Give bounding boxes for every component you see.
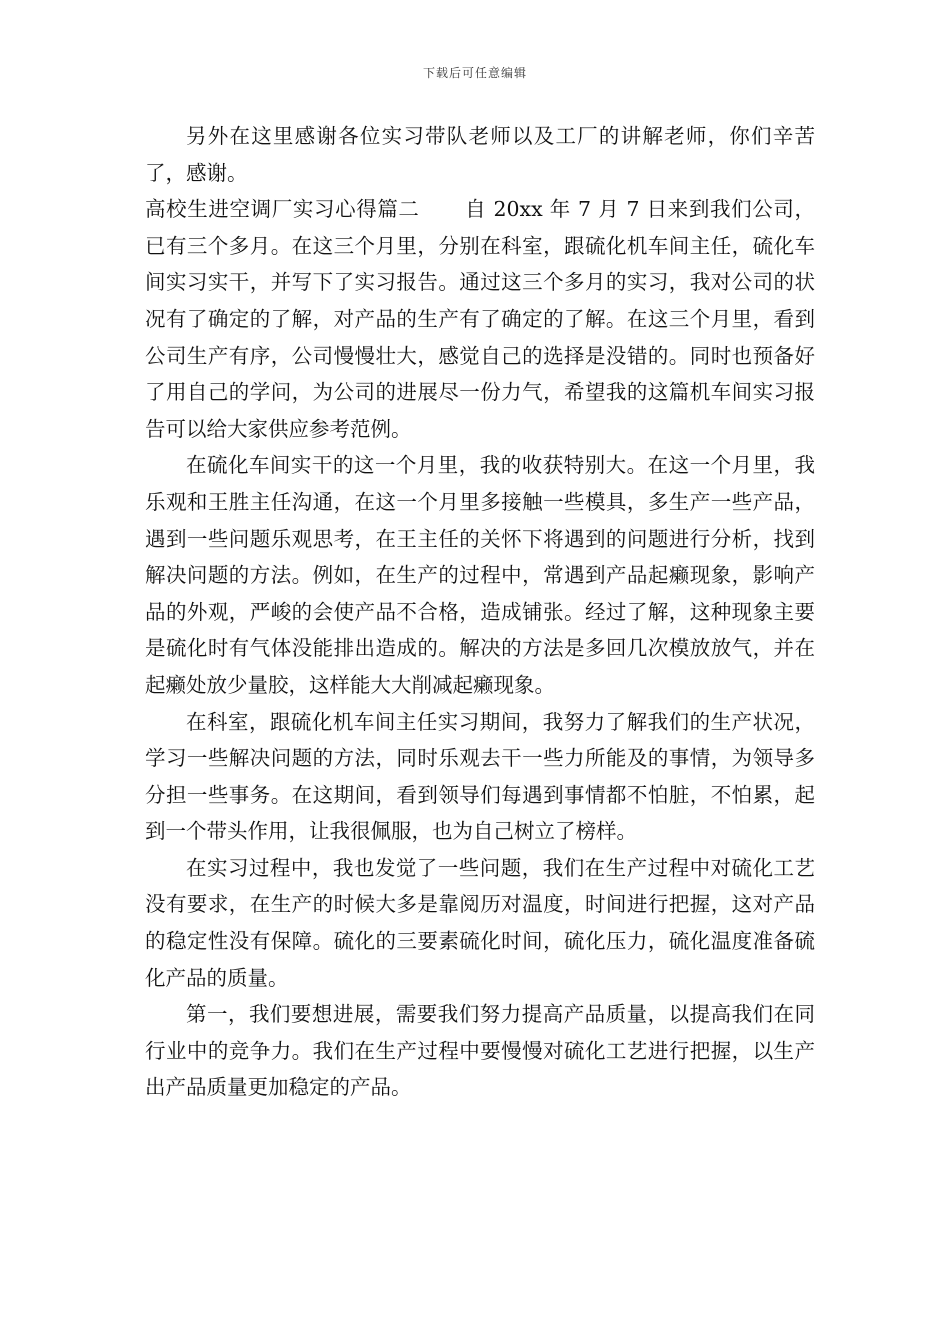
paragraph-problems-found: 在实习过程中，我也发觉了一些问题，我们在生产过程中对硫化工艺没有要求，在生产的时候大多是靠阅历对温度，时间进行把握，这对产品的稳定性没有保障。硫化的三要素硫化时间，硫化压力，硫化温度准备硫化产品的质量。 (145, 855, 815, 990)
header-note: 下载后可任意编辑 (422, 66, 527, 80)
paragraph-vulcanization-workshop: 在硫化车间实干的这一个月里，我的收获特别大。在这一个月里，我乐观和王胜主任沟通，在这一个月里多接触一些模具，多生产一些产品，遇到一些问题乐观思考，在王主任的关怀下将遇到的问题进行分析，找到解决问题的方法。例如，在生产的过程中，常遇到产品起癞现象，影响产品的外观，严峻的会使产品不合格，造成铺张。经过了解，这种现象主要是硫化时有气体没能排出造成的。解决的方法是多回几次模放放气，并在起癞处放少量胶，这样能大大削减起癞现象。 (145, 453, 815, 697)
paragraph-section-two (145, 191, 815, 447)
paragraph-thanks: 另外在这里感谢各位实习带队老师以及工厂的讲解老师，你们辛苦了，感谢。 (145, 124, 815, 185)
paragraph-office-internship: 在科室，跟硫化机车间主任实习期间，我努力了解我们的生产状况，学习一些解决问题的方法，同时乐观去干一些力所能及的事情，为领导多分担一些事务。在这期间，看到领导们每遇到事情都不怕脏，不怕累，起到一个带头作用，让我很佩服，也为自己树立了榜样。 (145, 709, 815, 844)
section-intro: 自 20xx 年 7 月 7 日来到我们公司，已有三个多月。在这三个月里，分别在科室，跟硫化机车间主任，硫化车间实习实干，并写下了实习报告。通过这三个多月的实习，我对公司的状况有了确定的了解，对产品的生产有了确定的了解。在这三个月里，看到公司生产有序，公司慢慢壮大，感觉自己的选择是没错的。同时也预备好了用自己的学问，为公司的进展尽一份力气，希望我的这篇机车间实习报告可以给大家供应参考范例。 (145, 197, 815, 441)
paragraph-first-point: 第一，我们要想进展，需要我们努力提高产品质量，以提高我们在同行业中的竞争力。我们在生产过程中要慢慢对硫化工艺进行把握，以生产出产品质量更加稳定的产品。 (145, 1002, 815, 1100)
section-title: 高校生进空调厂实习心得篇二 (145, 197, 420, 222)
document-body (145, 118, 815, 1106)
